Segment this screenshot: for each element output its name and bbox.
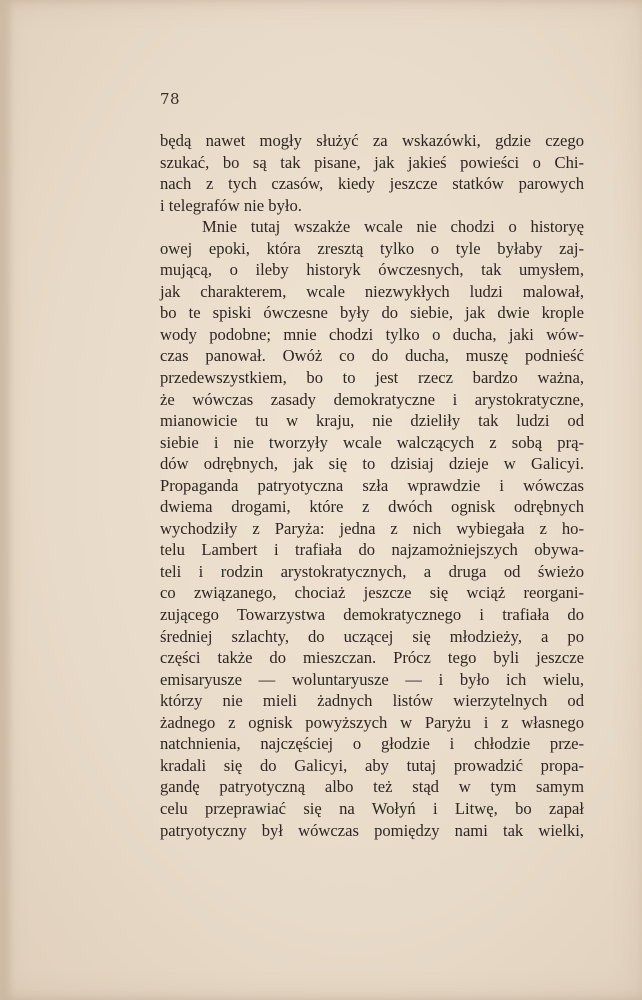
text-line: emisaryusze — woluntaryusze — i było ich wielu, xyxy=(160,669,584,689)
text-line: mującą, o ileby historyk ówczesnych, tak umysłem, xyxy=(160,260,584,280)
text-line: gandę patryotyczną albo też stąd w tym samym xyxy=(160,777,584,797)
text-line: celu przeprawiać się na Wołyń i Litwę, bo zapał xyxy=(160,798,584,818)
text-line: średniej szlachty, do uczącej się młodzieży, a po xyxy=(160,626,584,646)
text-line: wychodziły z Paryża: jedna z nich wybiegała z ho- xyxy=(160,518,584,538)
text-line: będą nawet mogły służyć za wskazówki, gdzie czego xyxy=(160,131,584,150)
text-line: dów odrębnych, jak się to dzisiaj dzieje w Galicyi. xyxy=(160,454,584,474)
text-line: teli i rodzin arystokratycznych, a druga od świeżo xyxy=(160,561,584,581)
text-line: bo te spiski ówczesne były do siebie, jak dwie krople xyxy=(160,303,584,323)
text-line: żadnego z ognisk powyższych w Paryżu i z własnego xyxy=(160,712,584,732)
text-line: co związanego, chociaż jeszcze się wciąż reorgani- xyxy=(160,583,584,603)
text-line: którzy nie mieli żadnych listów wierzytelnych od xyxy=(160,691,584,711)
text-line: Propaganda patryotyczna szła wprawdzie i wówczas xyxy=(160,475,584,495)
text-line: wody podobne; mnie chodzi tylko o ducha, jaki wów- xyxy=(160,324,584,344)
page-number: 78 xyxy=(160,90,181,108)
text-line: przedewszystkiem, bo to jest rzecz bardzo ważna, xyxy=(160,368,584,388)
text-line: siebie i nie tworzyły wcale walczących z sobą prą- xyxy=(160,432,584,452)
text-line: kradali się do Galicyi, aby tutaj prowadzić propa- xyxy=(160,755,584,775)
text-line: że wówczas zasady demokratyczne i arystokratyczne, xyxy=(160,389,584,409)
text-line: części także do mieszczan. Prócz tego byli jeszcze xyxy=(160,648,584,668)
text-line: mianowicie tu w kraju, nie dzieliły tak ludzi od xyxy=(160,411,584,431)
text-line: owej epoki, która zresztą tylko o tyle byłaby zaj- xyxy=(160,238,584,258)
text-line: i telegrafów nie było. xyxy=(160,195,302,215)
text-line: dwiema drogami, które z dwóch ognisk odrębnych xyxy=(160,497,584,517)
body-text xyxy=(160,130,584,841)
text-line: Mnie tutaj wszakże wcale nie chodzi o historyę xyxy=(202,217,584,237)
text-line: nach z tych czasów, kiedy jeszcze statków parowych xyxy=(160,174,584,194)
text-line: szukać, bo są tak pisane, jak jakieś powieści o Chi- xyxy=(160,152,584,172)
text-line: patryotyczny był wówczas pomiędzy nami tak wielki, xyxy=(160,820,584,840)
text-line: czas panował. Owóż co do ducha, muszę podnieść xyxy=(160,346,584,366)
text-line: zującego Towarzystwa demokratycznego i trafiała do xyxy=(160,605,584,625)
text-line: jak charakterem, wcale niezwykłych ludzi malował, xyxy=(160,281,584,301)
text-line: telu Lambert i trafiała do najzamożniejszych obywa- xyxy=(160,540,584,560)
text-line: natchnienia, najczęściej o głodzie i chłodzie prze- xyxy=(160,734,584,754)
page-binding-edge xyxy=(0,0,14,1000)
